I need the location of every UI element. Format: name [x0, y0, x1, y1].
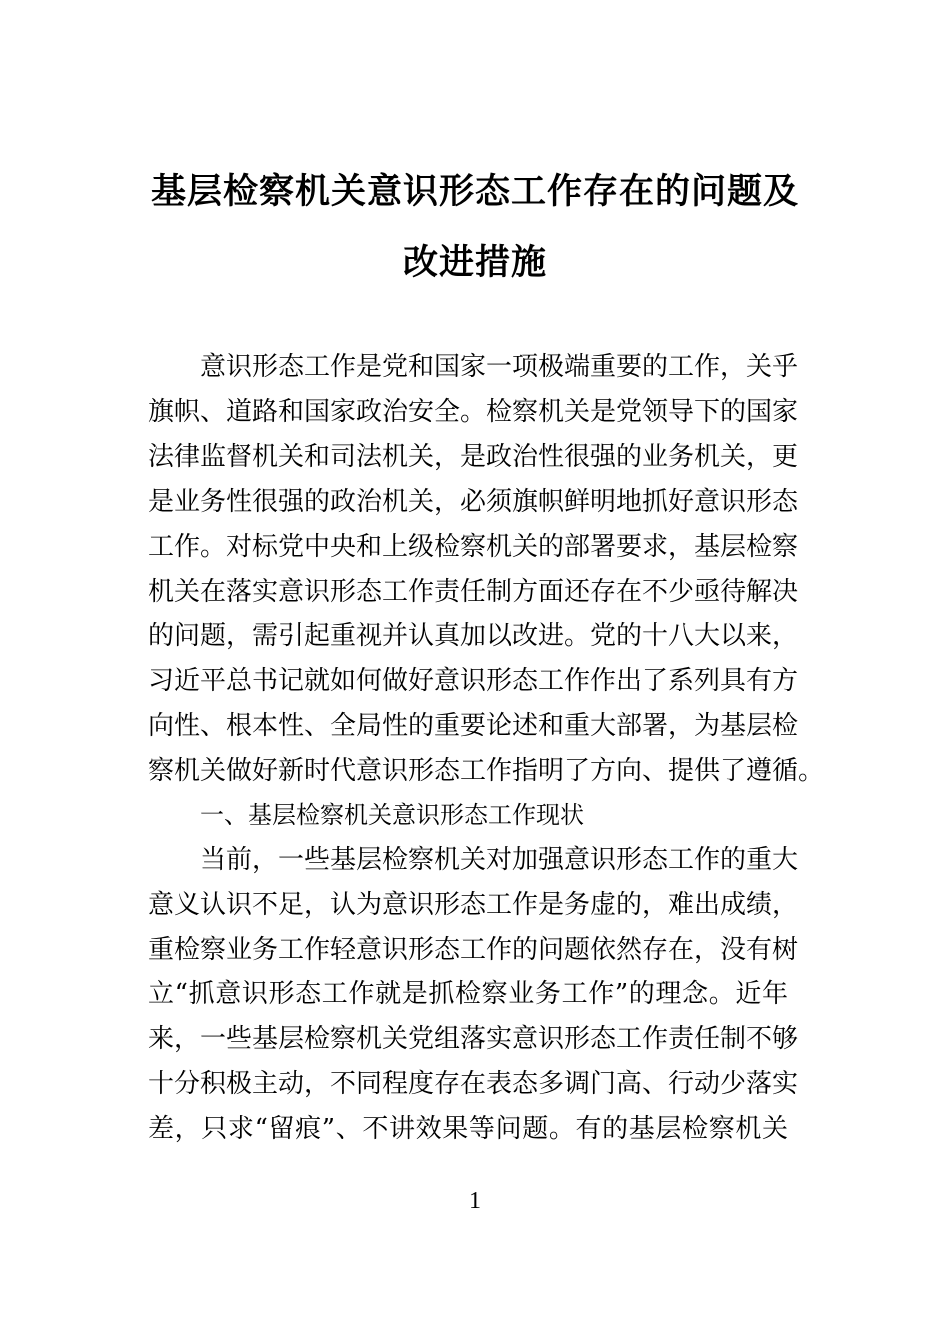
- paragraph-line: 的问题，需引起重视并认真加以改进。党的十八大以来，: [148, 621, 799, 651]
- paragraph-line: 重检察业务工作轻意识形态工作的问题依然存在，没有树: [148, 935, 799, 965]
- paragraph-line: 工作。对标党中央和上级检察机关的部署要求，基层检察: [148, 532, 799, 562]
- paragraph-line: 意义认识不足，认为意识形态工作是务虚的，难出成绩，: [148, 890, 799, 920]
- document-title-line-1: 基层检察机关意识形态工作存在的问题及: [150, 172, 799, 212]
- paragraph-line: 习近平总书记就如何做好意识形态工作作出了系列具有方: [148, 666, 799, 696]
- document-title-line-2: 改进措施: [402, 243, 547, 283]
- paragraph-line: 法律监督机关和司法机关，是政治性很强的业务机关，更: [148, 442, 799, 472]
- page-number: 1: [469, 1188, 481, 1214]
- paragraph-line: 十分积极主动，不同程度存在表态多调门高、行动少落实: [148, 1069, 799, 1099]
- paragraph-line: 意识形态工作是党和国家一项极端重要的工作，关乎: [200, 352, 799, 382]
- paragraph-line: 差，只求“留痕”、不讲效果等问题。有的基层检察机关: [148, 1114, 788, 1144]
- paragraph-line: 当前，一些基层检察机关对加强意识形态工作的重大: [200, 845, 799, 875]
- paragraph-line: 机关在落实意识形态工作责任制方面还存在不少亟待解决: [148, 577, 799, 607]
- paragraph-line: 是业务性很强的政治机关，必须旗帜鲜明地抓好意识形态: [148, 487, 799, 517]
- paragraph-line: 向性、根本性、全局性的重要论述和重大部署，为基层检: [148, 711, 799, 741]
- paragraph-line: 来，一些基层检察机关党组落实意识形态工作责任制不够: [148, 1024, 799, 1054]
- section-heading: 一、基层检察机关意识形态工作现状: [200, 801, 584, 829]
- paragraph-line: 立“抓意识形态工作就是抓检察业务工作”的理念。近年: [148, 979, 788, 1009]
- paragraph-line: 察机关做好新时代意识形态工作指明了方向、提供了遵循。: [148, 756, 825, 786]
- paragraph-line: 旗帜、道路和国家政治安全。检察机关是党领导下的国家: [148, 397, 799, 427]
